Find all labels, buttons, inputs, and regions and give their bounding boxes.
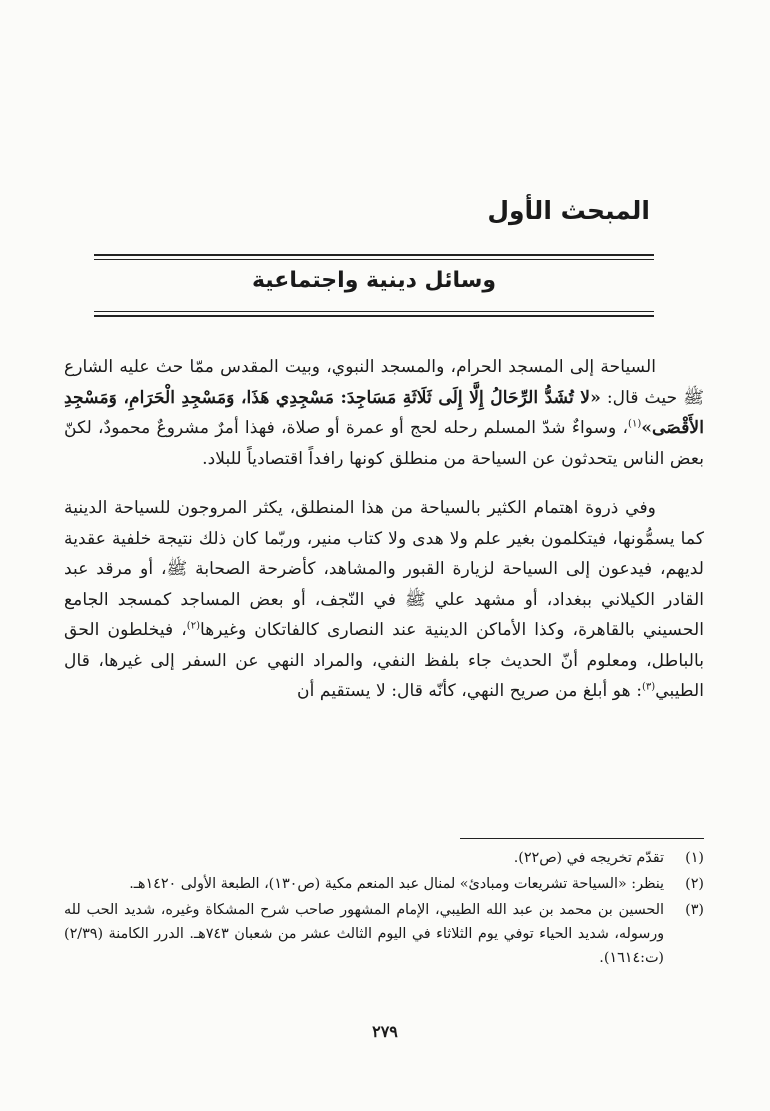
- footnote-ref-2: (٢): [186, 620, 200, 632]
- bottom-double-rule-lower: [94, 315, 654, 317]
- footnote-number: (٣): [685, 902, 704, 918]
- footnote-ref-1: (١): [628, 418, 642, 430]
- section-title: وسائل دينية واجتماعية: [251, 268, 497, 293]
- footnote-1: [64, 846, 704, 870]
- footnote-separator: [460, 838, 704, 839]
- hadith-quote: «لا تُشَدُّ الرِّحَالُ إِلَّا إِلَى ثَلَاثَةِ مَسَاجِدَ: مَسْجِدِي هَذَا، وَمَسْجِدِ الْحَرَامِ، وَمَسْجِدِ الأَقْصَى»: [64, 387, 704, 438]
- footnote-ref-3: (٣): [642, 681, 656, 693]
- paragraph-1-intro: السياحة إلى المسجد الحرام، والمسجد النبوي، وبيت المقدس ممّا حث عليه الشارع ﷺ حيث قال:: [64, 357, 704, 408]
- paragraph-2-part-1: وفي ذروة اهتمام الكثير بالسياحة من هذا المنطلق، يكثر المروجون للسياحة الدينية كما يسمُّونها، فيتكلمون بغير علم ولا هدى ولا كتاب منير، وربّما كان ذلك نتيجة خلفية عقدية لديهم، فيدعون إلى السياحة لزيارة القبور والمشاهد، كأضرحة الصحابة ﷺ، أو مرقد عبد القادر الكيلاني ببغداد، أو مشهد علي ﷺ في النّجف، أو بعض المساجد كمسجد الجامع الحسيني بالقاهرة، وكذا الأماكن الدينية عند النصارى كالفاتكان وغيرها: [64, 498, 704, 640]
- footnote-2: [64, 872, 704, 896]
- footnote-3: [64, 898, 704, 970]
- footnote-text: ينظر: «السياحة تشريعات ومبادئ» لمنال عبد المنعم مكية (ص١٣٠)، الطبعة الأولى ١٤٢٠هـ.: [129, 876, 664, 892]
- paragraph-2-part-2: ، فيخلطون الحق بالباطل، ومعلوم أنّ الحديث جاء بلفظ النفي، والمراد النهي عن السفر إلى غيرها، قال الطيبي: [64, 620, 704, 701]
- paragraph-2: [64, 493, 704, 707]
- paragraph-1-rest: ، وسواءٌ شدّ المسلم رحله لحج أو عمرة أو صلاة، فهذا أمرٌ مشروعٌ محمودٌ، لكنّ بعض الناس يتحدثون عن السياحة من منطلق كونها رافداً اقتصادياً للبلاد.: [64, 418, 704, 469]
- top-double-rule-lower: [94, 259, 654, 260]
- footnote-text: تقدّم تخريجه في (ص٢٢).: [513, 850, 664, 866]
- chapter-title: المبحث الأول: [487, 196, 650, 225]
- footnote-number: (١): [685, 850, 704, 866]
- bottom-double-rule-upper: [94, 311, 654, 312]
- paragraph-2-part-3: : هو أبلغ من صريح النهي، كأنّه قال: لا يستقيم أن: [297, 681, 642, 701]
- footnotes: [64, 846, 704, 972]
- footnote-text: الحسين بن محمد بن عبد الله الطيبي، الإمام المشهور صاحب شرح المشكاة وغيره، شديد الحب لله ورسوله، شديد الحياء توفي يوم الثلاثاء في اليوم الثالث عشر من شعبان ٧٤٣هـ. الدرر الكامنة (٢/٣٩) (ت:١٦١٤).: [64, 902, 665, 966]
- paragraph-1: [64, 352, 704, 474]
- footnote-number: (٢): [685, 876, 704, 892]
- page-number: ٢٧٩: [372, 1022, 398, 1041]
- body-text: [64, 352, 704, 707]
- top-double-rule-upper: [94, 254, 654, 256]
